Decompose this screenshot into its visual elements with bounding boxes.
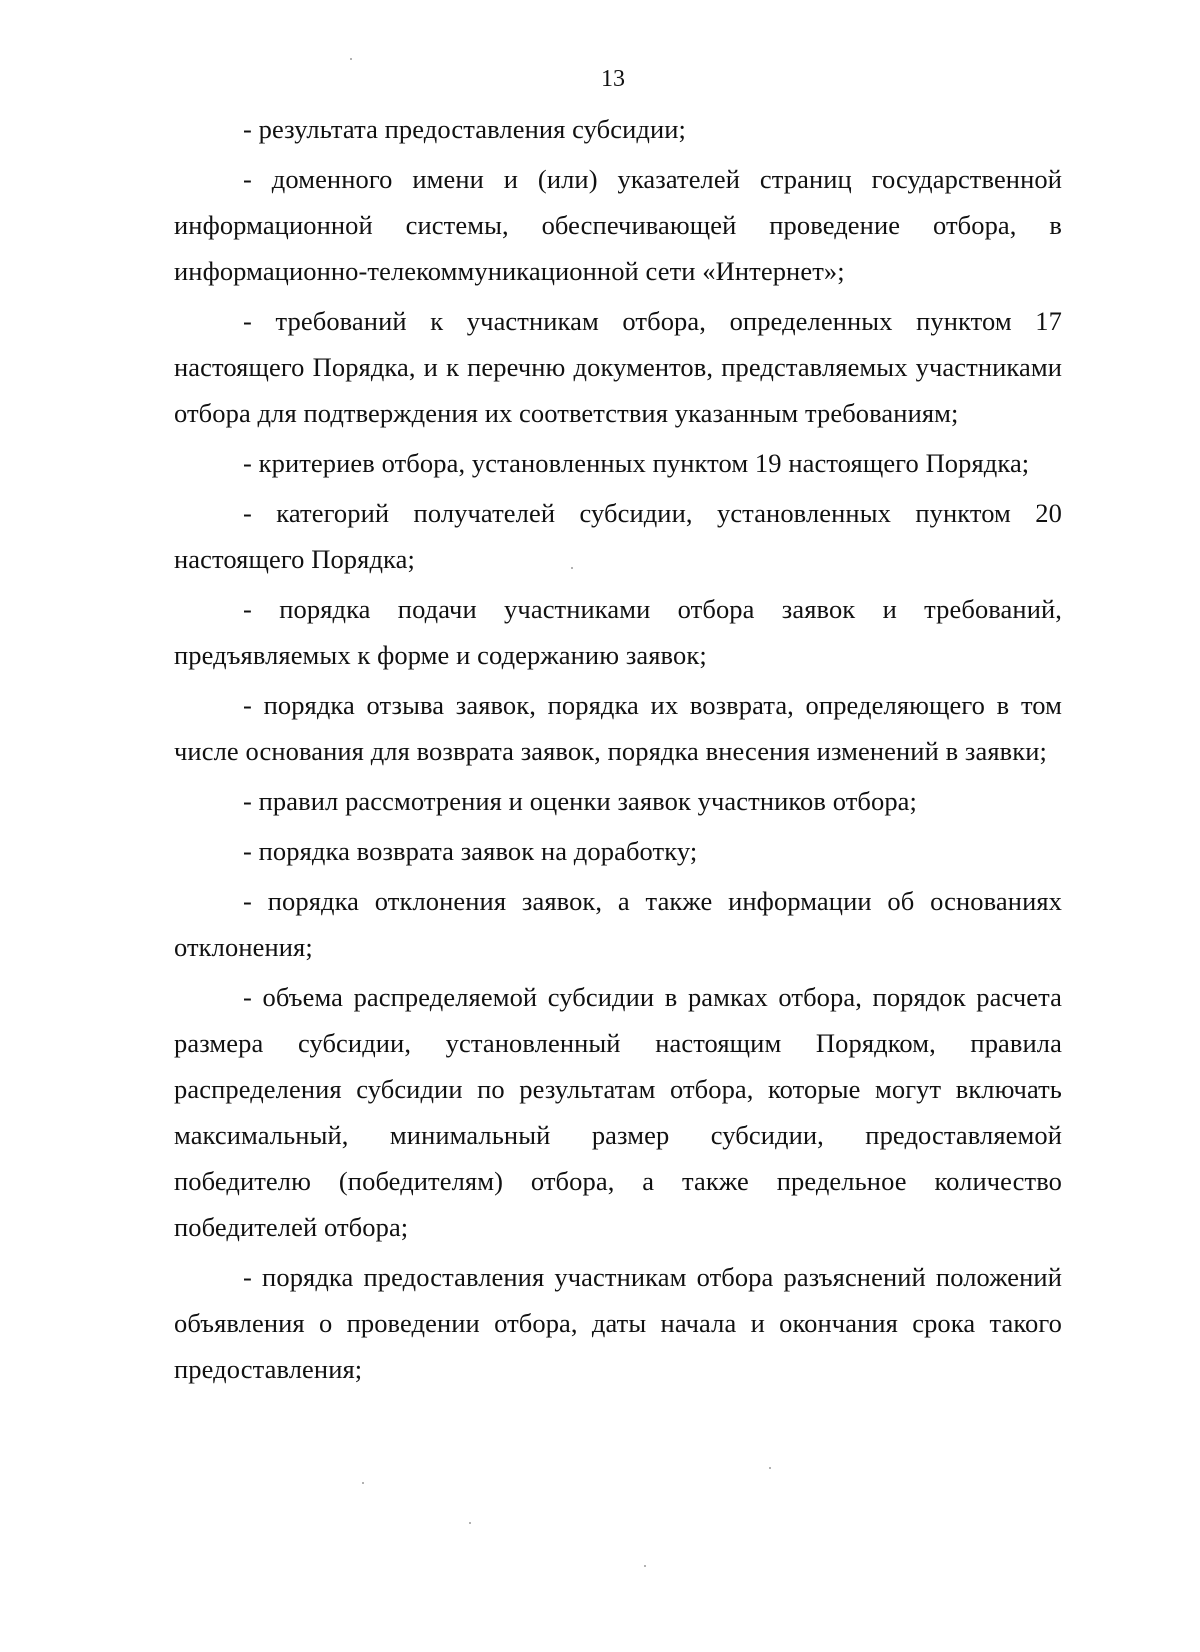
list-item: - порядка предоставления участникам отбора разъяснений положений объявления о проведении отбора, даты начала и окончания срока такого предоставления; bbox=[174, 1262, 1062, 1384]
list-item: - объема распределяемой субсидии в рамках отбора, порядок расчета размера субсидии, установленный настоящим Порядком, правила распределения субсидии по результатам отбора, которые могут включать максимальный, минимальный размер субсидии, предоставляемой победителю (победителям) отбора, а также предельное количество победителей отбора; bbox=[174, 982, 1062, 1242]
list-item: - результата предоставления субсидии; bbox=[243, 114, 686, 144]
scan-speck bbox=[571, 567, 573, 569]
scan-speck bbox=[350, 58, 352, 60]
list-item: - порядка отзыва заявок, порядка их возврата, определяющего в том числе основания для возврата заявок, порядка внесения изменений в заявки; bbox=[174, 690, 1062, 766]
page-number: 13 bbox=[601, 66, 625, 92]
scan-speck bbox=[644, 1565, 646, 1567]
scan-speck bbox=[362, 1482, 364, 1484]
list-item: - порядка отклонения заявок, а также информации об основаниях отклонения; bbox=[174, 886, 1062, 962]
list-item: - критериев отбора, установленных пунктом 19 настоящего Порядка; bbox=[243, 448, 1030, 478]
document-body bbox=[174, 106, 1062, 1396]
scan-speck bbox=[469, 1522, 471, 1524]
list-item: - порядка подачи участниками отбора заявок и требований, предъявляемых к форме и содержанию заявок; bbox=[174, 594, 1062, 670]
list-item: - правил рассмотрения и оценки заявок участников отбора; bbox=[243, 786, 917, 816]
list-item: - категорий получателей субсидии, установленных пунктом 20 настоящего Порядка; bbox=[174, 498, 1062, 574]
scan-speck bbox=[769, 1467, 771, 1469]
list-item: - доменного имени и (или) указателей страниц государственной информационной системы, обеспечивающей проведение отбора, в информационно-телекоммуникационной сети «Интернет»; bbox=[174, 164, 1062, 286]
list-item: - порядка возврата заявок на доработку; bbox=[243, 836, 698, 866]
list-item: - требований к участникам отбора, определенных пунктом 17 настоящего Порядка, и к перечню документов, представляемых участниками отбора для подтверждения их соответствия указанным требованиям; bbox=[174, 306, 1062, 428]
